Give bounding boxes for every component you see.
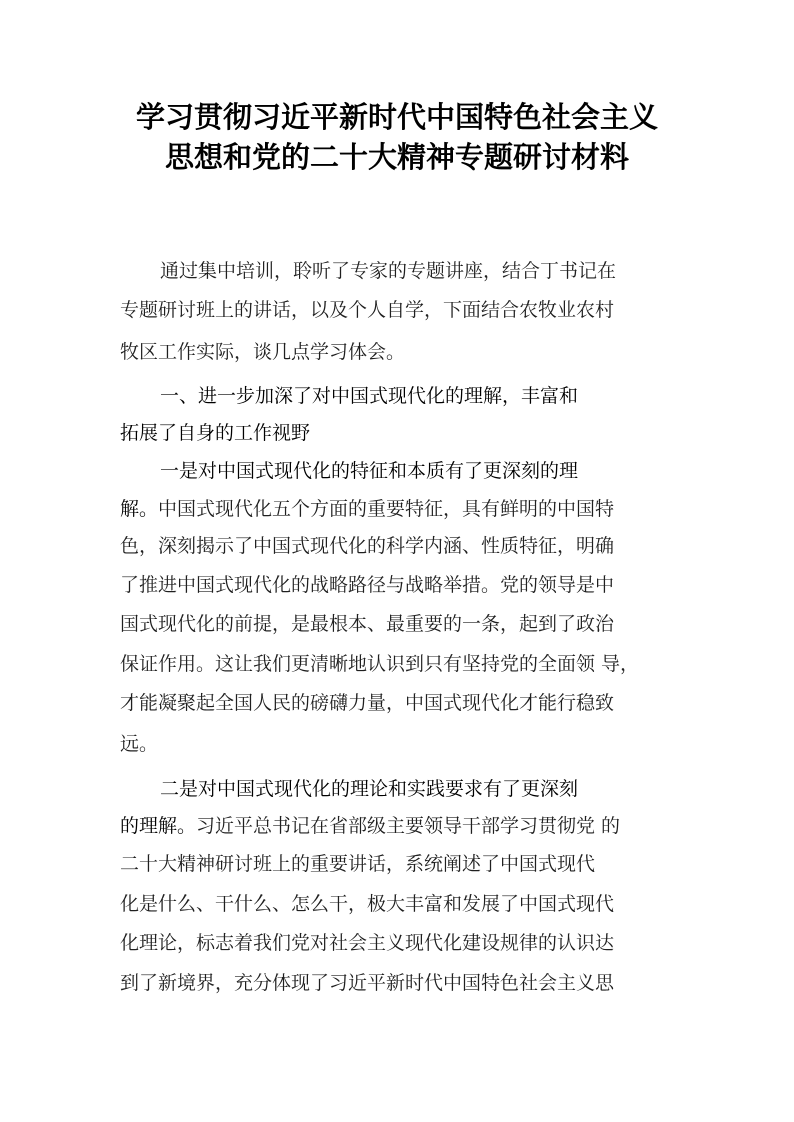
- para-1-line-7: 远。: [120, 733, 159, 755]
- para-2-line-4: 化理论，标志着我们党对社会主义现代化建设规律的认识达: [120, 932, 615, 954]
- para-2-line-2: 二十大精神研讨班上的重要讲话，系统阐述了中国式现代: [120, 853, 596, 875]
- para-2-line-5: 到了新境界，充分体现了习近平新时代中国特色社会主义思: [120, 972, 615, 994]
- section-1-heading-line-2: 拓展了自身的工作视野: [120, 422, 311, 444]
- para-1-line-4: 国式现代化的前提，是最根本、最重要的一条，起到了政治: [120, 613, 615, 635]
- intro-line-2: 专题研讨班上的讲话，以及个人自学，下面结合农牧业农村: [120, 299, 615, 321]
- para-2-first-rest: 习近平总书记在省部级主要领导干部学习贯彻党 的: [196, 815, 621, 837]
- intro-line-1: 通过集中培训，聆听了专家的专题讲座，结合丁书记在: [160, 260, 617, 282]
- document-title-line-2: 思想和党的二十大精神专题研讨材料: [164, 140, 629, 174]
- para-2-line-3: 化是什么、干什么、怎么干，极大丰富和发展了中国式现代: [120, 893, 615, 915]
- intro-line-3: 牧区工作实际，谈几点学习体会。: [120, 341, 406, 363]
- para-2-line-1: [120, 813, 620, 839]
- para-1-line-6: 才能凝聚起全国人民的磅礴力量，中国式现代化才能行稳致: [120, 692, 615, 714]
- para-2-lead-line: 二是对中国式现代化的理论和实践要求有了更深刻: [160, 778, 579, 800]
- para-1-line-1: [120, 496, 614, 522]
- section-1-heading-line-1: 一、进一步加深了对中国式现代化的理解，丰富和: [160, 385, 579, 407]
- para-1-line-5: 保证作用。这让我们更清晰地认识到只有坚持党的全面领 导，: [120, 653, 640, 675]
- para-1-lead-tail: 解。: [120, 498, 159, 520]
- document-title-line-1: 学习贯彻习近平新时代中国特色社会主义: [135, 100, 658, 134]
- para-1-lead-line: 一是对中国式现代化的特征和本质有了更深刻的理: [160, 460, 579, 482]
- para-1-first-rest: 中国式现代化五个方面的重要特征，具有鲜明的中国特: [158, 498, 615, 520]
- para-1-line-3: 了推进中国式现代化的战略路径与战略举措。党的领导是中: [120, 574, 615, 596]
- para-2-lead-tail: 的理解。: [120, 815, 197, 837]
- para-1-line-2: 色，深刻揭示了中国式现代化的科学内涵、性质特征，明确: [120, 535, 615, 557]
